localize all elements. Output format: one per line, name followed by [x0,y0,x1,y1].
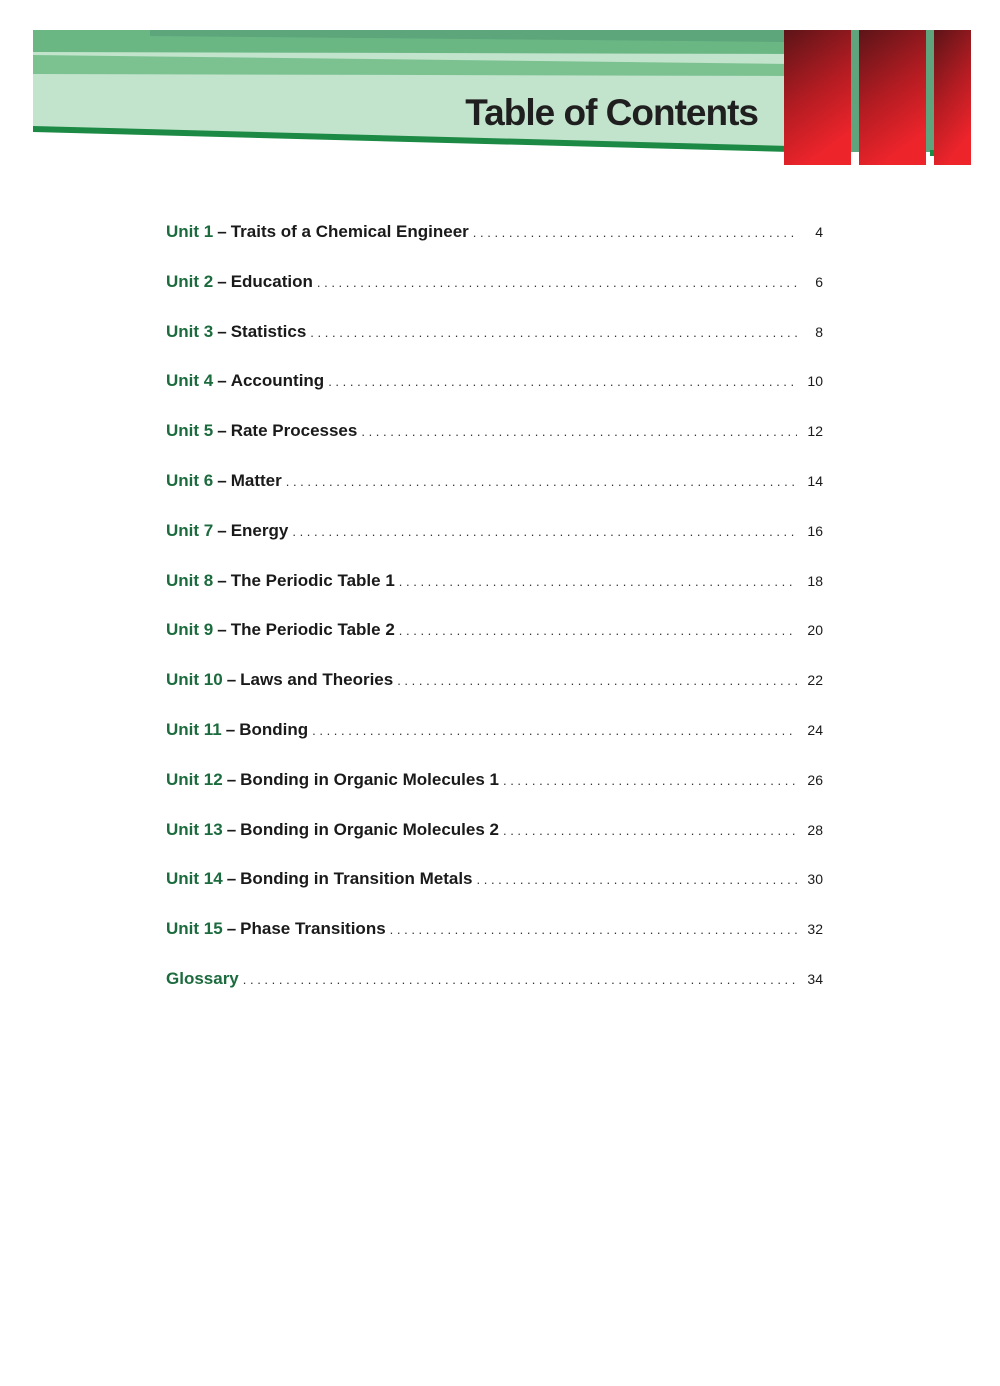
toc-entry-title: Laws and Theories [240,670,394,690]
toc-entry-title: Rate Processes [230,421,358,441]
toc-dot-leader [292,524,797,539]
toc-page-number: 6 [815,273,823,290]
toc-entry-10[interactable] [166,670,823,720]
toc-unit-label: Unit 11 [166,719,222,739]
toc-separator: – [226,670,237,690]
toc-entry-title: Bonding [239,719,309,739]
toc-separator: – [217,321,227,341]
toc-entry-title: Phase Transitions [240,919,386,939]
toc-entry-title: Traits of a Chemical Engineer [230,222,469,241]
toc-page-number: 8 [815,323,823,340]
toc-entry-title: Bonding in Organic Molecules 2 [240,819,499,839]
toc-unit-label: Unit 15 [166,919,223,939]
toc-unit-label: Unit 12 [166,769,223,789]
toc-entry-6[interactable] [166,471,823,521]
toc-dot-leader [399,574,797,589]
toc-unit-label: Unit 9 [166,620,214,640]
page-title: Table of Contents [465,92,758,133]
toc-unit-label: Unit 6 [166,470,214,490]
toc-page-number: 10 [807,373,823,390]
toc-separator: – [217,570,227,590]
toc-page-number: 28 [807,821,823,838]
toc-page-number: 18 [807,572,823,589]
toc-entry-title: Bonding in Transition Metals [240,869,473,889]
toc-separator: – [226,819,237,839]
toc-dot-leader [397,673,797,688]
toc-dot-leader [390,922,797,937]
toc-entry-15[interactable] [166,919,823,969]
toc-entry-4[interactable] [166,371,823,421]
toc-entry-11[interactable] [166,720,823,770]
toc-entry-title: Energy [230,520,289,540]
toc-dot-leader [286,474,797,489]
toc-entry-13[interactable] [166,820,823,870]
toc-dot-leader [361,424,797,439]
banner-red-bar-3 [934,30,971,165]
toc-unit-label: Unit 13 [166,819,223,839]
toc-dot-leader [503,823,797,838]
toc-entry-7[interactable] [166,521,823,571]
banner-red-bar-1 [784,30,851,165]
toc-entry-1[interactable] [166,222,823,272]
toc-entry-9[interactable] [166,620,823,670]
toc-page-number: 4 [815,224,823,240]
table-of-contents [166,222,823,1019]
toc-page-number: 12 [807,423,823,440]
toc-entry-14[interactable] [166,869,823,919]
toc-page-number: 20 [807,622,823,639]
toc-entry-title: Accounting [230,371,325,391]
toc-entry-title: Education [230,271,313,291]
toc-separator: – [217,271,227,291]
toc-unit-label: Unit 5 [166,421,214,441]
toc-separator: – [226,919,237,939]
toc-dot-leader [473,225,797,240]
toc-unit-label: Unit 1 [166,222,214,241]
toc-separator: – [217,421,227,441]
toc-entry-8[interactable] [166,571,823,621]
toc-separator: – [217,470,227,490]
toc-dot-leader [503,773,797,788]
toc-page-number: 16 [807,522,823,539]
toc-unit-label: Glossary [166,968,239,988]
toc-entry-title: Bonding in Organic Molecules 1 [240,769,499,789]
toc-page-number: 26 [807,771,823,788]
toc-entry-2[interactable] [166,272,823,322]
toc-separator: – [225,719,236,739]
toc-page-number: 32 [807,921,823,938]
toc-unit-label: Unit 8 [166,570,214,590]
toc-dot-leader [243,972,797,987]
toc-entry-5[interactable] [166,421,823,471]
toc-page-number: 22 [807,672,823,689]
toc-dot-leader [310,325,797,340]
toc-unit-label: Unit 3 [166,321,214,341]
toc-separator: – [217,620,227,640]
toc-unit-label: Unit 10 [166,670,223,690]
toc-entry-title: Matter [230,470,282,490]
header-banner [0,0,1000,180]
toc-unit-label: Unit 14 [166,869,223,889]
toc-unit-label: Unit 4 [166,371,214,391]
toc-separator: – [217,520,227,540]
toc-dot-leader [477,872,798,887]
toc-entry-title: The Periodic Table 1 [230,570,395,590]
toc-unit-label: Unit 7 [166,520,214,540]
toc-entry-title: Statistics [230,321,307,341]
toc-page-number: 30 [807,871,823,888]
toc-entry-title: The Periodic Table 2 [230,620,395,640]
banner-graphic [0,0,1000,180]
toc-separator: – [217,371,227,391]
toc-dot-leader [317,275,797,290]
toc-page-number: 24 [807,721,823,738]
toc-dot-leader [312,723,797,738]
banner-red-bar-2 [859,30,926,165]
toc-entry-12[interactable] [166,770,823,820]
toc-separator: – [226,769,237,789]
toc-dot-leader [399,623,797,638]
toc-dot-leader [328,374,797,389]
toc-entry-16[interactable] [166,969,823,1019]
toc-entry-3[interactable] [166,322,823,372]
toc-page-number: 34 [807,970,823,987]
toc-separator: – [217,222,227,241]
toc-page-number: 14 [807,472,823,489]
toc-unit-label: Unit 2 [166,271,214,291]
toc-separator: – [226,869,237,889]
